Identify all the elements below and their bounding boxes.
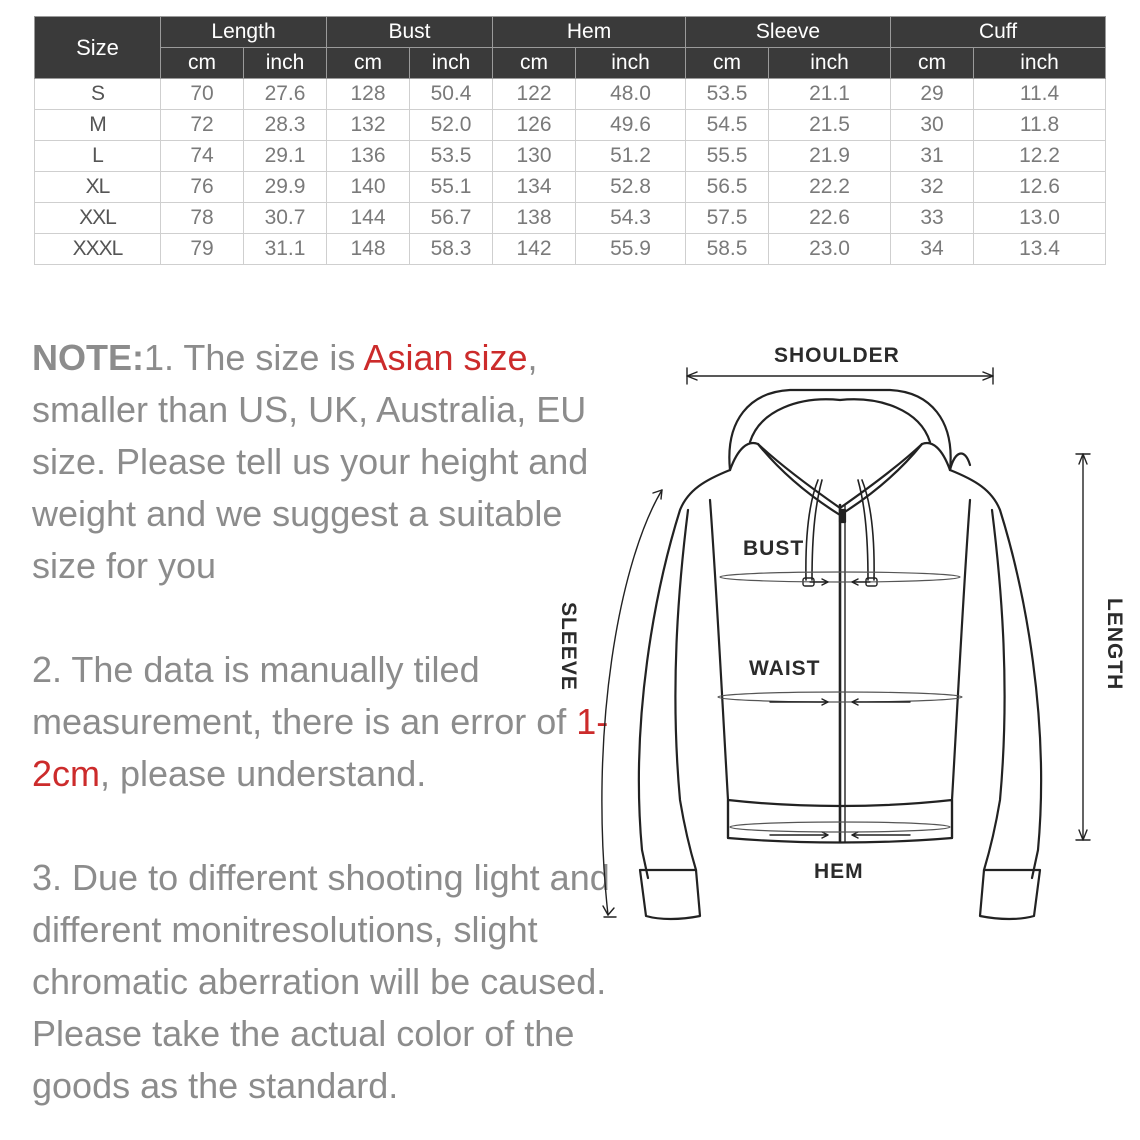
measurement-cell: 12.6	[974, 172, 1106, 203]
measurement-cell: 57.5	[686, 203, 769, 234]
measurement-cell: 21.1	[769, 79, 891, 110]
size-column-header: Size	[35, 17, 161, 79]
measurement-cell: 32	[891, 172, 974, 203]
bust-label: BUST	[743, 537, 805, 560]
measurement-cell: 76	[161, 172, 244, 203]
measurement-cell: 22.2	[769, 172, 891, 203]
note-1-highlight: Asian size	[363, 337, 528, 378]
unit-header-cm: cm	[161, 48, 244, 79]
sleeve-label: SLEEVE	[557, 602, 580, 691]
measurement-cell: 140	[327, 172, 410, 203]
measurement-cell: 21.5	[769, 110, 891, 141]
measurement-cell: 56.7	[410, 203, 493, 234]
measurement-cell: 70	[161, 79, 244, 110]
group-header-hem: Hem	[493, 17, 686, 48]
measurement-cell: 134	[493, 172, 576, 203]
size-cell: S	[35, 79, 161, 110]
note-2	[32, 644, 632, 800]
unit-header-inch: inch	[410, 48, 493, 79]
measurement-cell: 31	[891, 141, 974, 172]
measurement-cell: 30.7	[244, 203, 327, 234]
table-header	[35, 17, 1106, 79]
measurement-cell: 148	[327, 234, 410, 265]
measurement-cell: 51.2	[576, 141, 686, 172]
measurement-cell: 132	[327, 110, 410, 141]
size-cell: XXXL	[35, 234, 161, 265]
table-row	[35, 172, 1106, 203]
measurement-cell: 138	[493, 203, 576, 234]
unit-header-inch: inch	[576, 48, 686, 79]
measurement-cell: 34	[891, 234, 974, 265]
unit-header-inch: inch	[974, 48, 1106, 79]
note-3: 3. Due to different shooting light and different monitresolutions, slight chromatic aberration will be caused. Please take the actual color of the goods as the standard.	[32, 857, 610, 1106]
measurement-cell: 55.1	[410, 172, 493, 203]
measurement-cell: 72	[161, 110, 244, 141]
measurement-cell: 53.5	[410, 141, 493, 172]
hood-outline	[729, 390, 970, 470]
length-label: LENGTH	[1103, 598, 1126, 691]
hem-label: HEM	[814, 860, 864, 883]
measurement-cell: 29.1	[244, 141, 327, 172]
measurement-cell: 130	[493, 141, 576, 172]
measurement-cell: 11.8	[974, 110, 1106, 141]
measurement-cell: 58.5	[686, 234, 769, 265]
measurement-cell: 55.5	[686, 141, 769, 172]
group-header-length: Length	[161, 17, 327, 48]
group-header-cuff: Cuff	[891, 17, 1106, 48]
measurement-cell: 48.0	[576, 79, 686, 110]
measurement-cell: 31.1	[244, 234, 327, 265]
note-2-highlight: 1-2cm	[32, 701, 609, 794]
left-cuff	[640, 870, 700, 919]
size-cell: XL	[35, 172, 161, 203]
unit-header-inch: inch	[769, 48, 891, 79]
measurement-cell: 13.0	[974, 203, 1106, 234]
unit-header-cm: cm	[493, 48, 576, 79]
measurement-cell: 30	[891, 110, 974, 141]
table-row	[35, 234, 1106, 265]
measurement-cell: 144	[327, 203, 410, 234]
measurement-cell: 12.2	[974, 141, 1106, 172]
measurement-cell: 23.0	[769, 234, 891, 265]
measurement-cell: 142	[493, 234, 576, 265]
measurement-cell: 78	[161, 203, 244, 234]
size-chart-table	[34, 16, 1106, 265]
measurement-cell: 21.9	[769, 141, 891, 172]
hoodie-illustration	[560, 330, 1140, 930]
notes-block	[32, 332, 632, 1112]
note-2-prefix: 2. The data is manually tiled measurement, there is an error of	[32, 649, 577, 742]
table-row	[35, 110, 1106, 141]
note-1-prefix: 1. The size is	[144, 337, 364, 378]
measurement-cell: 29	[891, 79, 974, 110]
note-label: NOTE:	[32, 337, 144, 378]
size-cell: L	[35, 141, 161, 172]
shoulder-arrow	[687, 368, 993, 384]
measurement-cell: 126	[493, 110, 576, 141]
waist-label: WAIST	[749, 657, 821, 680]
table-body	[35, 79, 1106, 265]
measurement-cell: 74	[161, 141, 244, 172]
unit-header-cm: cm	[891, 48, 974, 79]
measurement-cell: 52.8	[576, 172, 686, 203]
measurement-cell: 13.4	[974, 234, 1106, 265]
measurement-cell: 53.5	[686, 79, 769, 110]
note-2-body: , please understand.	[100, 753, 427, 794]
note-1	[32, 332, 632, 592]
table-row	[35, 141, 1106, 172]
measurement-cell: 122	[493, 79, 576, 110]
measurement-cell: 50.4	[410, 79, 493, 110]
group-header-bust: Bust	[327, 17, 493, 48]
jacket-measurement-diagram	[557, 330, 1140, 930]
units-row	[35, 48, 1106, 79]
group-header-sleeve: Sleeve	[686, 17, 891, 48]
measurement-cell: 27.6	[244, 79, 327, 110]
length-arrow	[1076, 454, 1090, 840]
shoulder-label: SHOULDER	[774, 344, 900, 367]
measurement-cell: 11.4	[974, 79, 1106, 110]
measurement-cell: 29.9	[244, 172, 327, 203]
unit-header-inch: inch	[244, 48, 327, 79]
measurement-cell: 136	[327, 141, 410, 172]
table-row	[35, 79, 1106, 110]
measurement-cell: 128	[327, 79, 410, 110]
size-cell: XXL	[35, 203, 161, 234]
note-1-body: , smaller than US, UK, Australia, EU size. Please tell us your height and weight and we suggest a suitable size for you	[32, 337, 589, 586]
measurement-cell: 79	[161, 234, 244, 265]
measurement-cell: 58.3	[410, 234, 493, 265]
measurement-cell: 52.0	[410, 110, 493, 141]
measurement-cell: 54.3	[576, 203, 686, 234]
measurement-cell: 54.5	[686, 110, 769, 141]
size-cell: M	[35, 110, 161, 141]
table-row	[35, 203, 1106, 234]
unit-header-cm: cm	[686, 48, 769, 79]
measurement-cell: 28.3	[244, 110, 327, 141]
right-cuff	[980, 870, 1040, 919]
sleeve-arrow	[602, 490, 662, 917]
unit-header-cm: cm	[327, 48, 410, 79]
measurement-cell: 33	[891, 203, 974, 234]
measurement-cell: 55.9	[576, 234, 686, 265]
measurement-cell: 56.5	[686, 172, 769, 203]
measurement-cell: 22.6	[769, 203, 891, 234]
measurement-cell: 49.6	[576, 110, 686, 141]
